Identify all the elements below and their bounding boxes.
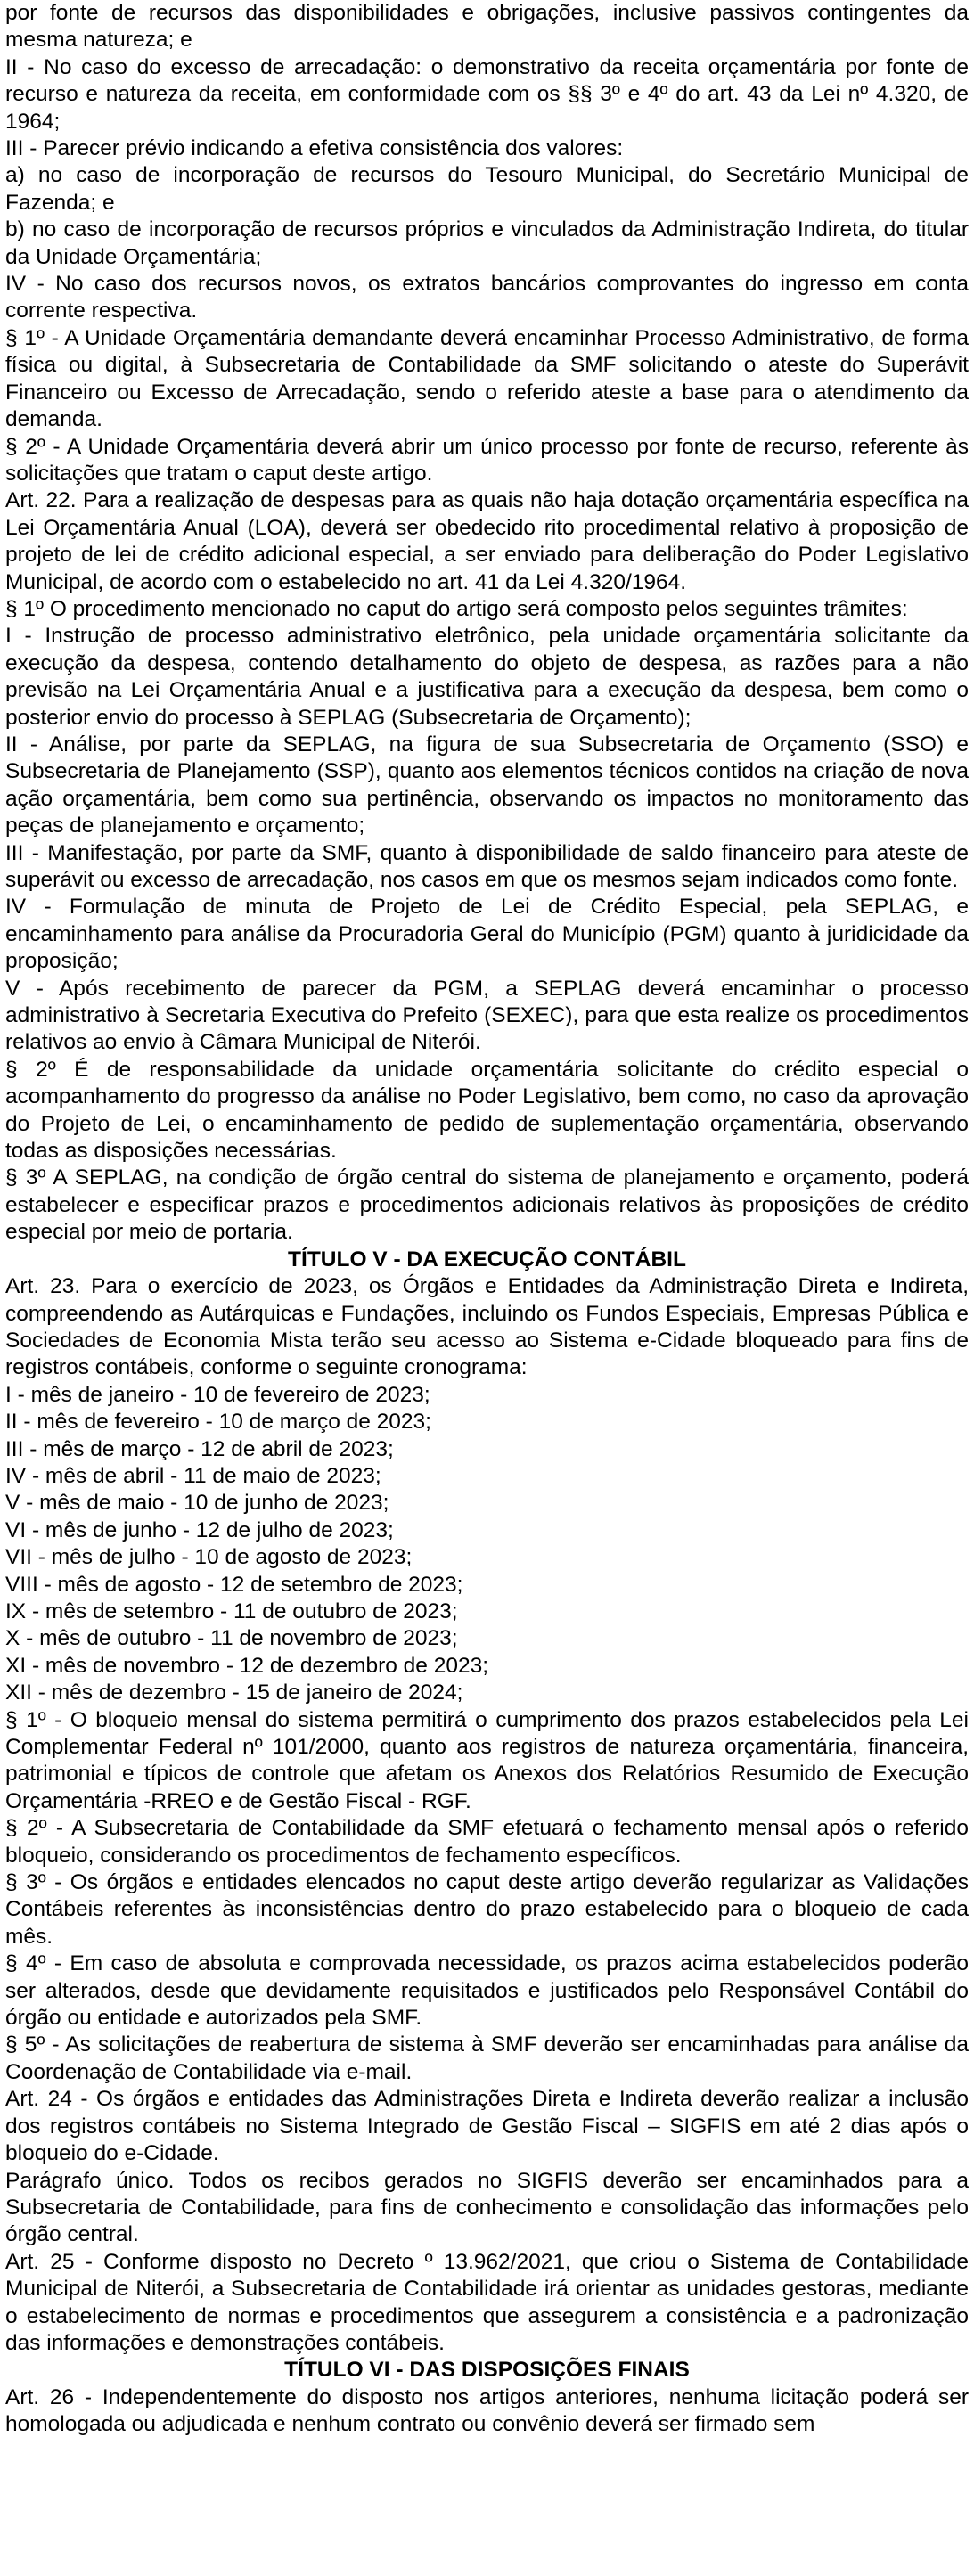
paragraph: I - mês de janeiro - 10 de fevereiro de 2023; — [5, 1382, 430, 1407]
paragraph: XI - mês de novembro - 12 de dezembro de 2023; — [5, 1653, 489, 1678]
paragraph: III - Parecer prévio indicando a efetiva consistência dos valores: — [5, 136, 624, 161]
paragraph: Art. 25 - Conforme disposto no Decreto º 13.962/2021, que criou o Sistema de Contabilidade Municipal de Niterói, a Subsecretaria de Contabilidade irá orientar as unidades gestoras, mediante o estabelecimento de normas e procedimentos que assegurem a consistência e a padronização das informações e demonstrações contábeis. — [5, 2249, 969, 2355]
paragraph: § 2º É de responsabilidade da unidade orçamentária solicitante do crédito especial o acompanhamento do progresso da análise no Poder Legislativo, bem como, no caso da aprovação do Projeto de Lei, o encaminhamento de pedido de suplementação orçamentária, observando todas as disposições necessárias. — [5, 1057, 969, 1164]
paragraph: a) no caso de incorporação de recursos do Tesouro Municipal, do Secretário Municipal de Fazenda; e — [5, 163, 969, 215]
section-title: TÍTULO VI - DAS DISPOSIÇÕES FINAIS — [284, 2358, 690, 2383]
paragraph: V - mês de maio - 10 de junho de 2023; — [5, 1491, 389, 1516]
paragraph: por fonte de recursos das disponibilidades e obrigações, inclusive passivos contingentes da mesma natureza; e — [5, 1, 969, 53]
paragraph: § 3º - Os órgãos e entidades elencados no caput deste artigo deverão regularizar as Validações Contábeis referentes às inconsistências dentro do prazo estabelecido para o bloqueio de cada mês. — [5, 1870, 969, 1949]
paragraph: III - mês de março - 12 de abril de 2023; — [5, 1436, 394, 1461]
paragraph: II - mês de fevereiro - 10 de março de 2023; — [5, 1410, 431, 1435]
paragraph: IV - No caso dos recursos novos, os extratos bancários comprovantes do ingresso em conta corrente respectiva. — [5, 272, 969, 323]
paragraph: § 2º - A Unidade Orçamentária deverá abrir um único processo por fonte de recurso, referente às solicitações que tratam o caput deste artigo. — [5, 434, 969, 486]
paragraph: VI - mês de junho - 12 de julho de 2023; — [5, 1517, 394, 1542]
paragraph: § 1º O procedimento mencionado no caput do artigo será composto pelos seguintes trâmites: — [5, 596, 908, 621]
paragraph: V - Após recebimento de parecer da PGM, a SEPLAG deverá encaminhar o processo administrativo à Secretaria Executiva do Prefeito (SEXEC), para que esta realize os procedimentos relativos ao envio à Câmara Municipal de Niterói. — [5, 976, 969, 1055]
paragraph: IV - mês de abril - 11 de maio de 2023; — [5, 1463, 381, 1488]
paragraph: Art. 23. Para o exercício de 2023, os Órgãos e Entidades da Administração Direta e Indireta, compreendendo as Autárquicas e Fundações, incluindo os Fundos Especiais, Empresas Pública e Sociedades de Economia Mista terão seu acesso ao Sistema e-Cidade bloqueado para fins de registros contábeis, conforme o seguinte cronograma: — [5, 1274, 969, 1380]
paragraph: Parágrafo único. Todos os recibos gerados no SIGFIS deverão ser encaminhados para a Subsecretaria de Contabilidade, para fins de conhecimento e consolidação das informações pelo órgão central. — [5, 2168, 969, 2247]
paragraph: b) no caso de incorporação de recursos próprios e vinculados da Administração Indireta, do titular da Unidade Orçamentária; — [5, 217, 969, 269]
paragraph: III - Manifestação, por parte da SMF, quanto à disponibilidade de saldo financeiro para ateste de superávit ou excesso de arrecadação, nos casos em que os mesmos sejam indicados como fonte. — [5, 840, 969, 892]
section-title: TÍTULO V - DA EXECUÇÃO CONTÁBIL — [288, 1247, 686, 1272]
paragraph: I - Instrução de processo administrativo eletrônico, pela unidade orçamentária solicitante da execução da despesa, contendo detalhamento do objeto de despesa, as razões para a não previsão na Lei Orçamentária Anual e a justificativa para a execução da despesa, bem como o posterior envio do processo à SEPLAG (Subsecretaria de Orçamento); — [5, 624, 969, 730]
paragraph: X - mês de outubro - 11 de novembro de 2023; — [5, 1626, 458, 1651]
paragraph: II - No caso do excesso de arrecadação: o demonstrativo da receita orçamentária por fonte de recurso e natureza da receita, em conformidade com os §§ 3º e 4º do art. 43 da Lei nº 4.320, de 1964; — [5, 54, 969, 134]
paragraph: Art. 24 - Os órgãos e entidades das Administrações Direta e Indireta deverão realizar a inclusão dos registros contábeis no Sistema Integrado de Gestão Fiscal – SIGFIS em até 2 dias após o bloqueio do e-Cidade. — [5, 2087, 969, 2166]
paragraph: § 5º - As solicitações de reabertura de sistema à SMF deverão ser encaminhadas para análise da Coordenação de Contabilidade via e-mail. — [5, 2032, 969, 2084]
paragraph: VIII - mês de agosto - 12 de setembro de 2023; — [5, 1572, 463, 1597]
paragraph: VII - mês de julho - 10 de agosto de 2023; — [5, 1545, 413, 1570]
paragraph: § 1º - O bloqueio mensal do sistema permitirá o cumprimento dos prazos estabelecidos pela Lei Complementar Federal nº 101/2000, quanto aos registros de natureza orçamentária, financeira, patrimonial e típicos de controle que afetam os Anexos dos Relatórios Resumido de Execução Orçamentária -RREO e de Gestão Fiscal - RGF. — [5, 1707, 969, 1813]
paragraph: § 1º - A Unidade Orçamentária demandante deverá encaminhar Processo Administrativo, de forma física ou digital, à Subsecretaria de Contabilidade da SMF solicitando o ateste do Superávit Financeiro ou Excesso de Arrecadação, sendo o referido ateste a base para o atendimento da demanda. — [5, 325, 969, 432]
paragraph: II - Análise, por parte da SEPLAG, na figura de sua Subsecretaria de Orçamento (SSO) e Subsecretaria de Planejamento (SSP), quanto aos elementos técnicos contidos na criação de nova ação orçamentária, bem como sua pertinência, observando os impactos no monitoramento das peças de planejamento e orçamento; — [5, 732, 969, 838]
paragraph: § 3º A SEPLAG, na condição de órgão central do sistema de planejamento e orçamento, poderá estabelecer e especificar prazos e procedimentos adicionais relativos às proposições de crédito especial por meio de portaria. — [5, 1165, 969, 1245]
paragraph: Art. 26 - Independentemente do disposto nos artigos anteriores, nenhuma licitação poderá ser homologada ou adjudicada e nenhum contrato ou convênio deverá ser firmado sem — [5, 2384, 969, 2437]
paragraph: IV - Formulação de minuta de Projeto de Lei de Crédito Especial, pela SEPLAG, e encaminhamento para análise da Procuradoria Geral do Município (PGM) quanto à juridicidade da proposição; — [5, 895, 969, 974]
paragraph: § 2º - A Subsecretaria de Contabilidade da SMF efetuará o fechamento mensal após o referido bloqueio, considerando os procedimentos de fechamento específicos. — [5, 1816, 969, 1868]
paragraph: Art. 22. Para a realização de despesas para as quais não haja dotação orçamentária específica na Lei Orçamentária Anual (LOA), deverá ser obedecido rito procedimental relativo à proposição de projeto de lei de crédito adicional especial, a ser enviado para deliberação do Poder Legislativo Municipal, de acordo com o estabelecido no art. 41 da Lei 4.320/1964. — [5, 488, 969, 594]
paragraph: § 4º - Em caso de absoluta e comprovada necessidade, os prazos acima estabelecidos poderão ser alterados, desde que devidamente requisitados e justificados pelo Responsável Contábil do órgão ou entidade e autorizados pela SMF. — [5, 1951, 969, 2031]
paragraph: XII - mês de dezembro - 15 de janeiro de 2024; — [5, 1681, 463, 1705]
paragraph: IX - mês de setembro - 11 de outubro de 2023; — [5, 1599, 458, 1623]
